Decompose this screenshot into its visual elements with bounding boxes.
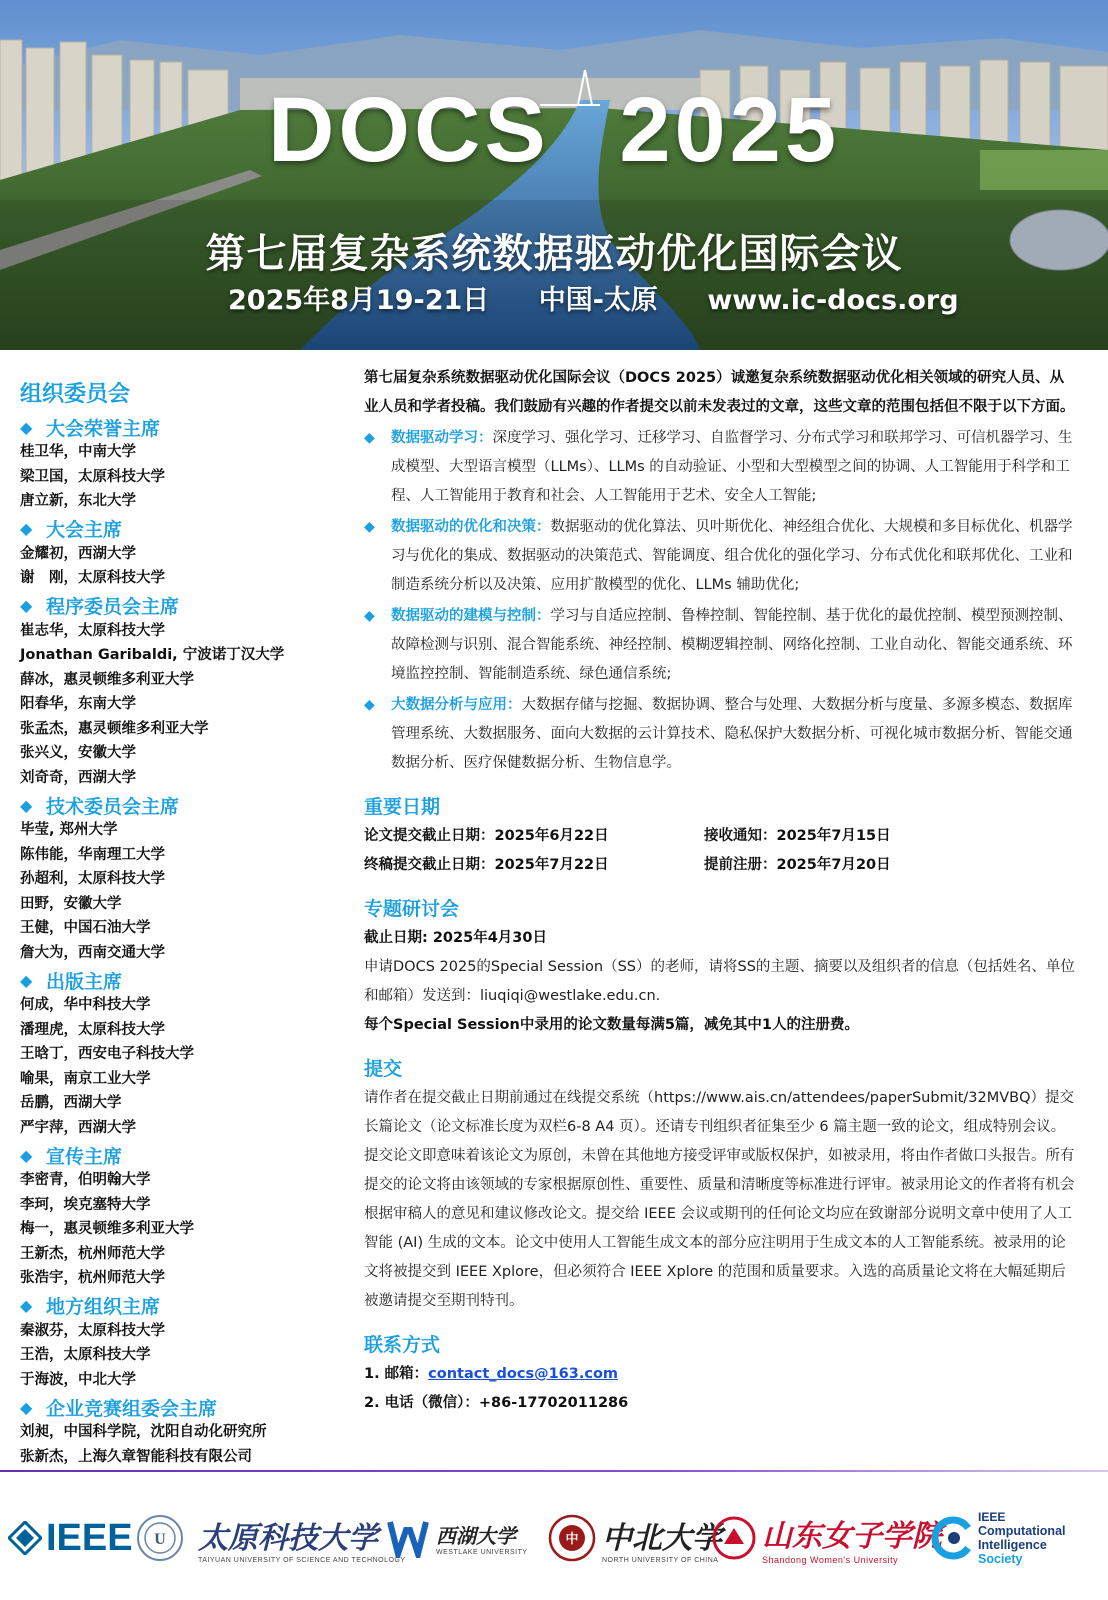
diamond-bullet-icon: ◆ <box>20 1397 33 1417</box>
topic-name: 数据驱动学习： <box>391 430 493 446</box>
university-emblem <box>136 1478 184 1598</box>
conference-title: DOCS 2025 <box>267 79 841 181</box>
committee-role-group <box>20 414 350 514</box>
sdwu-seal-icon <box>712 1516 756 1560</box>
diamond-bullet-icon: ◆ <box>20 1296 33 1315</box>
member: 刘昶，中国科学院，沈阳自动化研究所 <box>20 1424 267 1440</box>
westlake-logo <box>386 1478 528 1598</box>
topic-text: 数据驱动的优化算法、贝叶斯优化、神经组合优化、大规模和多目标优化、机器学习与优化的集成、数据驱动的决策范式、智能调度、组合优化的强化学习、分布式优化和联邦优化、工业和制造系统分析以及决策、应用扩散模型的优化、LLMs 辅助优化; <box>391 519 1073 593</box>
intro-paragraph: 第七届复杂系统数据驱动优化国际会议（DOCS 2025）诚邀复杂系统数据驱动优化相关领域的研究人员、从业人员和学者投稿。我们鼓励有兴趣的作者提交以前未发表过的文章，这些文章的范围包括但不限于以下方面。 <box>364 370 1075 415</box>
topic-item <box>364 513 1076 600</box>
member: 王晗丁，西安电子科技大学 <box>20 1046 194 1062</box>
special-session-note: 每个Special Session中录用的论文数量每满5篇，减免其中1人的注册费。 <box>364 1017 859 1033</box>
tyust-name-cn: 太原科技大学 <box>198 1520 378 1556</box>
member: 孙超利，太原科技大学 <box>20 871 165 887</box>
member: 唐立新，东北大学 <box>20 493 136 509</box>
university-seal-icon <box>136 1514 184 1562</box>
tyust-logo <box>198 1478 406 1598</box>
member: 何成，华中科技大学 <box>20 997 151 1013</box>
committee-role-group <box>20 1394 350 1469</box>
member: 田野，安徽大学 <box>20 895 122 912</box>
contact-phone: 2. 电话（微信）：+86-17702011286 <box>364 1395 629 1411</box>
submission-body: 请作者在提交截止日期前通过在线提交系统（https://www.ais.cn/attendees/paperSubmit/32MVBQ）提交长篇论文（论文标准长度为双栏6-8 A4 页）。还请专刊组织者征集至少 6 篇主题一致的论文，组成特别会议。提交论文即意味着该论文为原创，未曾在其他地方接受评审或版权保护，如被录用，将由作者做口头报告。所有提交的论文将由该领域的专家根据原创性、重要性、质量和清晰度等标准进行评审。被录用论文的作者将有机会根据审稿人的意见和建议修改论文。提交给 IEEE 会议或期刊的任何论文均应在致谢部分说明文章中使用了人工智能 (AI) 生成的文本。论文中使用人工智能生成文本的部分应注明用于生成文本的人工智能系统。被录用的论文将被提交到 IEEE Xplore，但必须符合 IEEE Xplore 的范围和质量要求。入选的高质量论文将在大幅延期后被邀请提交至期刊特刊。 <box>364 1090 1075 1309</box>
committee-role-group <box>20 792 350 965</box>
member: 崔志华，太原科技大学 <box>20 622 165 639</box>
committee-role-group <box>20 516 350 591</box>
ieee-logo <box>8 1478 133 1598</box>
diamond-bullet-icon: ◆ <box>20 596 33 615</box>
member: 严宇萍，西湖大学 <box>20 1119 136 1136</box>
email-link[interactable]: contact_docs@163.com <box>428 1366 619 1382</box>
member: 潘理虎，太原科技大学 <box>20 1021 165 1038</box>
cis-line3: Society <box>978 1552 1023 1566</box>
diamond-bullet-icon: ◆ <box>364 608 375 624</box>
special-session-title: 专题研讨会 <box>364 898 460 920</box>
date-item: 论文提交截止日期：2025年6月22日 <box>364 828 609 844</box>
role-label: 出版主席 <box>46 970 123 993</box>
westlake-name-cn: 西湖大学 <box>436 1524 516 1548</box>
role-label: 大会主席 <box>46 519 123 541</box>
member: 毕莹, 郑州大学 <box>20 822 118 838</box>
topic-name: 数据驱动的建模与控制： <box>391 608 551 624</box>
role-label: 地方组织主席 <box>46 1296 161 1318</box>
email-label: 1. 邮箱： <box>364 1366 429 1382</box>
topic-name: 数据驱动的优化和决策： <box>391 519 551 535</box>
diamond-bullet-icon: ◆ <box>364 430 375 446</box>
topic-item <box>364 602 1076 689</box>
conference-info-line <box>228 278 999 317</box>
nuc-logo <box>548 1478 722 1598</box>
member: 张浩宇，杭州师范大学 <box>20 1270 165 1286</box>
member: 张兴义，安徽大学 <box>20 745 136 761</box>
member: 喻果，南京工业大学 <box>20 1070 151 1087</box>
member: 王健，中国石油大学 <box>20 920 151 936</box>
diamond-bullet-icon: ◆ <box>20 1145 33 1165</box>
member: 张孟杰，惠灵顿维多利亚大学 <box>20 720 209 737</box>
member: 岳鹏，西湖大学 <box>20 1095 122 1111</box>
member: 谢 刚，太原科技大学 <box>20 570 165 586</box>
svg-text:中: 中 <box>565 1532 579 1547</box>
member: 梅一，惠灵顿维多利亚大学 <box>20 1221 194 1237</box>
role-label: 程序委员会主席 <box>46 596 180 618</box>
date-item: 终稿提交截止日期：2025年7月22日 <box>364 857 609 873</box>
role-label: 宣传主席 <box>46 1145 123 1168</box>
date-item: 提前注册：2025年7月20日 <box>704 857 891 873</box>
important-dates <box>364 822 1076 880</box>
date-item: 接收通知：2025年7月15日 <box>704 828 891 844</box>
diamond-bullet-icon: ◆ <box>364 519 375 535</box>
role-label: 企业竞赛组委会主席 <box>46 1397 218 1420</box>
role-label: 技术委员会主席 <box>46 795 180 818</box>
member: 梁卫国，太原科技大学 <box>20 468 165 485</box>
cis-ieee: IEEE <box>978 1510 1006 1524</box>
member: 王浩，太原科技大学 <box>20 1347 151 1363</box>
conference-website[interactable]: www.ic-docs.org <box>707 285 959 316</box>
nuc-name-cn: 中北大学 <box>602 1520 722 1556</box>
member: 王新杰，杭州师范大学 <box>20 1245 165 1262</box>
member: 刘奇奇，西湖大学 <box>20 769 136 786</box>
committee-role-group <box>20 1293 350 1393</box>
ieee-cis-logo <box>930 1478 1066 1598</box>
member: 张新杰，上海久章智能科技有限公司 <box>20 1448 252 1465</box>
cis-line1: Computational <box>978 1524 1066 1538</box>
diamond-bullet-icon: ◆ <box>20 417 33 437</box>
sdwu-logo <box>712 1478 942 1598</box>
topic-item <box>364 424 1076 511</box>
member: 李密青，伯明翰大学 <box>20 1172 151 1188</box>
diamond-bullet-icon: ◆ <box>20 795 33 815</box>
sponsor-logos <box>0 1478 1108 1598</box>
topic-name: 大数据分析与应用： <box>391 697 522 713</box>
contact-title: 联系方式 <box>364 1334 441 1356</box>
role-label: 大会荣誉主席 <box>46 417 161 440</box>
conference-date: 2025年8月19-21日 <box>228 285 490 316</box>
member: 阳春华，东南大学 <box>20 696 136 712</box>
special-session-body: 申请DOCS 2025的Special Session（SS）的老师，请将SS的主题、摘要以及组织者的信息（包括姓名、单位和邮箱）发送到：liuqiqi@westlake.edu.cn. <box>364 959 1075 1004</box>
westlake-name-en: WESTLAKE UNIVERSITY <box>436 1549 528 1556</box>
conference-subtitle: 第七届复杂系统数据驱动优化国际会议 <box>205 231 903 277</box>
member: 薛冰，惠灵顿维多利亚大学 <box>20 671 194 688</box>
ieee-diamond-icon <box>8 1521 42 1555</box>
topic-text: 学习与自适应控制、鲁棒控制、智能控制、基于优化的最优控制、模型预测控制、故障检测与识别、混合智能系统、神经控制、模糊逻辑控制、网络化控制、工业自动化、智能交通系统、环境监控控制、智能制造系统、绿色通信系统; <box>391 608 1073 682</box>
important-dates-title: 重要日期 <box>364 796 441 818</box>
contact-email-line <box>364 1360 1076 1389</box>
call-for-papers <box>364 364 1076 1418</box>
member: 金耀初，西湖大学 <box>20 545 136 562</box>
nuc-seal-icon <box>548 1514 596 1562</box>
topic-item <box>364 691 1076 778</box>
diamond-bullet-icon: ◆ <box>20 970 33 990</box>
conference-location: 中国-太原 <box>538 285 658 316</box>
sdwu-name-cn: 山东女子学院 <box>762 1519 942 1554</box>
diamond-bullet-icon: ◆ <box>364 697 375 713</box>
member: 秦淑芬，太原科技大学 <box>20 1322 165 1339</box>
sdwu-name-en: Shandong Women's University <box>762 1555 899 1565</box>
topic-text: 深度学习、强化学习、迁移学习、自监督学习、分布式学习和联邦学习、可信机器学习、生成模型、大型语言模型（LLMs）、LLMs 的自动验证、小型和大型模型之间的协调、人工智能用于科学和工程、人工智能用于教育和社会、人工智能用于艺术、安全人工智能; <box>391 430 1073 504</box>
diamond-bullet-icon: ◆ <box>20 519 33 538</box>
nuc-name-en: NORTH UNIVERSITY OF CHINA <box>602 1556 719 1564</box>
member: 詹大为，西南交通大学 <box>20 944 165 961</box>
member: 陈伟能，华南理工大学 <box>20 846 165 863</box>
submission-title: 提交 <box>364 1058 403 1080</box>
organizing-committee <box>20 378 350 1469</box>
tyust-name-en: TAIYUAN UNIVERSITY OF SCIENCE AND TECHNOLOGY <box>198 1556 406 1564</box>
westlake-emblem-icon <box>386 1518 430 1558</box>
member: 李珂，埃克塞特大学 <box>20 1196 151 1213</box>
committee-role-group <box>20 967 350 1140</box>
cis-swirl-icon <box>930 1516 974 1560</box>
member: Jonathan Garibaldi, 宁波诺丁汉大学 <box>20 647 285 663</box>
committee-role-group <box>20 593 350 791</box>
cis-line2: Intelligence <box>978 1538 1047 1552</box>
topic-text: 大数据存储与挖掘、数据协调、整合与处理、大数据分析与度量、多源多模态、数据库管理系统、大数据服务、面向大数据的云计算技术、隐私保护大数据分析、可视化城市数据分析、智能交通数据分析、医疗保健数据分析、生物信息学。 <box>391 697 1073 771</box>
special-session-deadline: 截止日期: 2025年4月30日 <box>364 930 547 946</box>
member: 于海波，中北大学 <box>20 1371 136 1388</box>
committee-role-group <box>20 1142 350 1291</box>
banner <box>0 0 1108 350</box>
footer-divider <box>0 1470 1108 1472</box>
svg-text:U: U <box>154 1531 166 1548</box>
committee-title: 组织委员会 <box>20 382 131 407</box>
member: 桂卫华，中南大学 <box>20 444 136 460</box>
ieee-wordmark: IEEE <box>46 1516 133 1559</box>
